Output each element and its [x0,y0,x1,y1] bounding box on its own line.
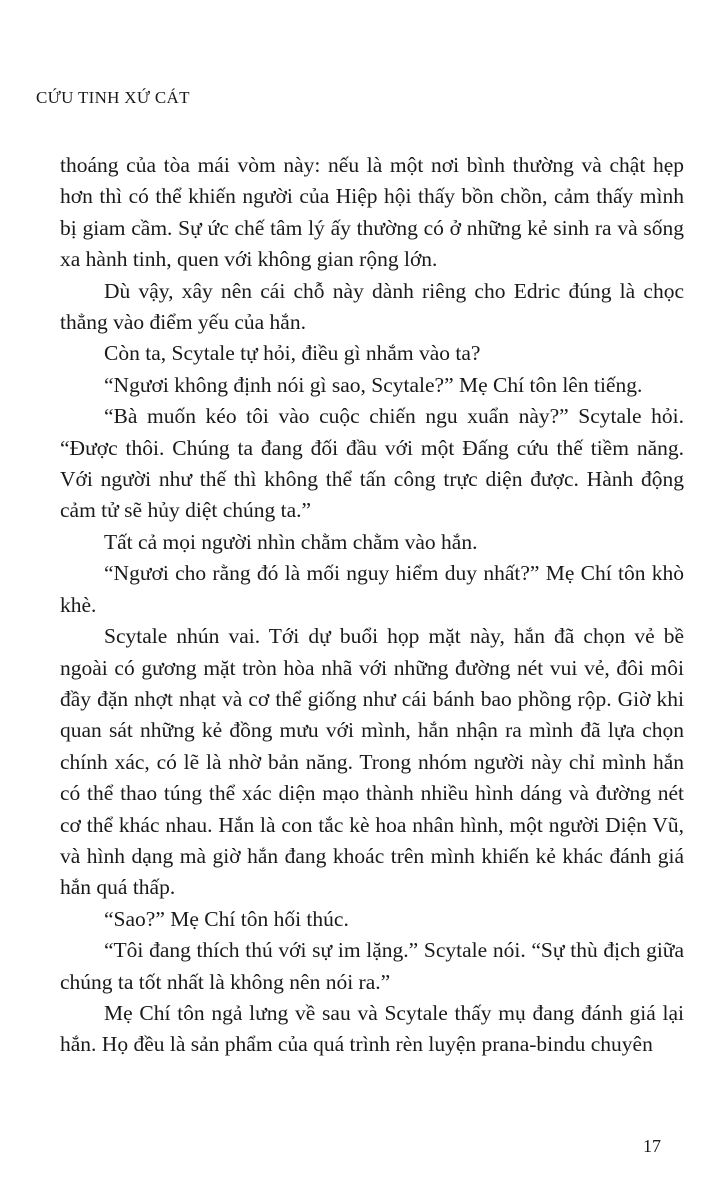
paragraph: Dù vậy, xây nên cái chỗ này dành riêng cho Edric đúng là chọc thẳng vào điểm yếu của hắn. [60,278,684,335]
paragraph: “Ngươi cho rằng đó là mối nguy hiểm duy nhất?” Mẹ Chí tôn khò khè. [60,561,684,617]
body-text [60,150,684,1061]
paragraph: Còn ta, Scytale tự hỏi, điều gì nhắm vào ta? [104,341,481,366]
paragraph: “Tôi đang thích thú với sự im lặng.” Scytale nói. “Sự thù địch giữa chúng ta tốt nhất là không nên nói ra.” [60,938,684,994]
page-number: 17 [643,1136,661,1156]
paragraph: “Ngươi không định nói gì sao, Scytale?” Mẹ Chí tôn lên tiếng. [104,372,643,397]
paragraph: “Bà muốn kéo tôi vào cuộc chiến ngu xuẩn này?” Scytale hỏi. “Được thôi. Chúng ta đang đối đầu với một Đấng cứu thế tiềm năng. Với người như thế thì không thể tấn công trực diện được. Hành động cảm tử sẽ hủy diệt chúng ta.” [60,404,684,523]
paragraph: thoáng của tòa mái vòm này: nếu là một nơi bình thường và chật hẹp hơn thì có thể khiến người của Hiệp hội thấy bồn chồn, cảm thấy mình bị giam cầm. Sự ức chế tâm lý ấy thường có ở những kẻ sinh ra và sống xa hành tinh, quen với không gian rộng lớn. [60,153,684,272]
paragraph: Scytale nhún vai. Tới dự buổi họp mặt này, hắn đã chọn vẻ bề ngoài có gương mặt tròn hòa nhã với những đường nét vui vẻ, đôi môi đầy đặn nhợt nhạt và cơ thể giống như cái bánh bao phồng rộp. Giờ khi quan sát những kẻ đồng mưu với mình, hắn nhận ra mình đã lựa chọn chính xác, có lẽ là nhờ bản năng. Trong nhóm người này chỉ mình hắn có thể thao túng thể xác diện mạo thành nhiều hình dáng và đường nét cơ thể khác nhau. Hắn là con tắc kè hoa nhân hình, một người Diện Vũ, và hình dạng mà giờ hắn đang khoác trên mình khiến kẻ khác đánh giá hắn quá thấp. [60,624,684,900]
running-header: CỨU TINH XỨ CÁT [36,88,190,107]
paragraph: Mẹ Chí tôn ngả lưng về sau và Scytale thấy mụ đang đánh giá lại hắn. Họ đều là sản phẩm của quá trình rèn luyện prana-bindu chuyên [60,1000,684,1057]
paragraph: “Sao?” Mẹ Chí tôn hối thúc. [104,906,349,931]
paragraph: Tất cả mọi người nhìn chằm chằm vào hắn. [104,529,478,554]
